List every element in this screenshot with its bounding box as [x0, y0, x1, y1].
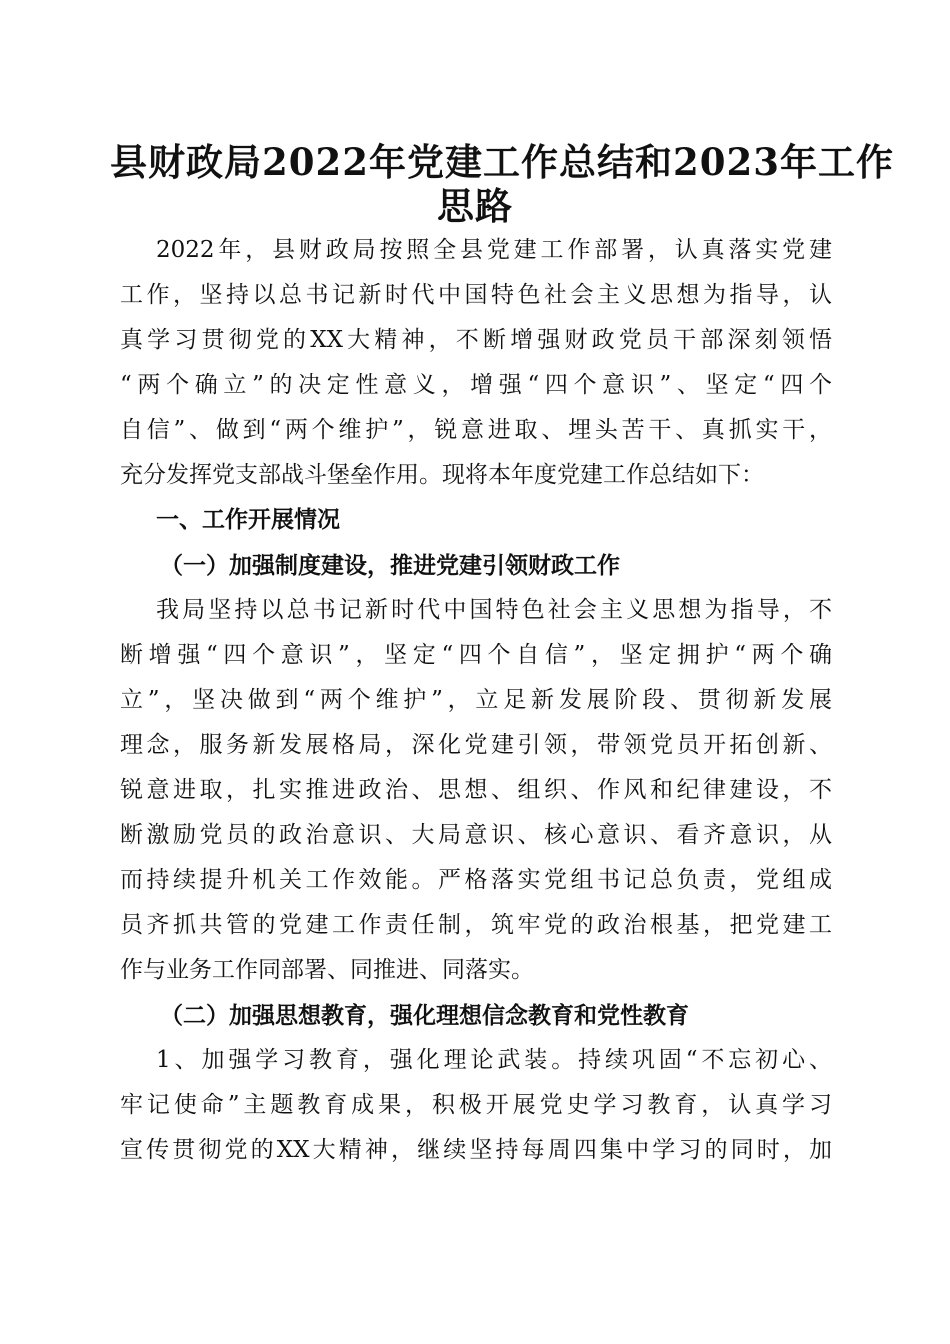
body-line: 断激励党员的政治意识、大局意识、核心意识、看齐意识，从 — [120, 822, 832, 848]
body-line: 锐意进取，扎实推进政治、思想、组织、作风和纪律建设，不 — [120, 777, 832, 803]
document-title-line-1: 县财政局2022年党建工作总结和2023年工作 — [110, 140, 894, 184]
body-line: 而持续提升机关工作效能。严格落实党组书记总负责，党组成 — [120, 867, 832, 893]
body-line: 宣传贯彻党的XX大精神，继续坚持每周四集中学习的同时，加 — [120, 1137, 832, 1163]
intro-line: “两个确立”的决定性意义，增强“四个意识”、坚定“四个 — [120, 372, 832, 398]
section-heading: 一、工作开展情况 — [156, 507, 340, 533]
body-line: 断增强“四个意识”，坚定“四个自信”，坚定拥护“两个确 — [120, 642, 832, 668]
intro-line: 2022年，县财政局按照全县党建工作部署，认真落实党建 — [156, 237, 832, 263]
body-line: 理念，服务新发展格局，深化党建引领，带领党员开拓创新、 — [120, 732, 832, 758]
body-line: 作与业务工作同部署、同推进、同落实。 — [120, 957, 534, 983]
document-title-line-2: 思路 — [437, 184, 513, 228]
body-line: 立”，坚决做到“两个维护”，立足新发展阶段、贯彻新发展 — [120, 687, 832, 713]
body-line: 员齐抓共管的党建工作责任制，筑牢党的政治根基，把党建工 — [120, 912, 832, 938]
intro-line: 真学习贯彻党的XX大精神，不断增强财政党员干部深刻领悟 — [120, 327, 832, 353]
subsection-heading: （二）加强思想教育，强化理想信念教育和党性教育 — [160, 1002, 689, 1029]
intro-line: 充分发挥党支部战斗堡垒作用。现将本年度党建工作总结如下： — [120, 462, 764, 488]
intro-line: 工作，坚持以总书记新时代中国特色社会主义思想为指导，认 — [120, 282, 832, 308]
body-line: 1、加强学习教育，强化理论武装。持续巩固“不忘初心、 — [156, 1047, 832, 1073]
body-line: 我局坚持以总书记新时代中国特色社会主义思想为指导，不 — [156, 597, 832, 623]
intro-line: 自信”、做到“两个维护”，锐意进取、埋头苦干、真抓实干， — [120, 417, 832, 443]
body-line: 牢记使命”主题教育成果，积极开展党史学习教育，认真学习 — [120, 1092, 832, 1118]
subsection-heading: （一）加强制度建设，推进党建引领财政工作 — [160, 552, 620, 579]
